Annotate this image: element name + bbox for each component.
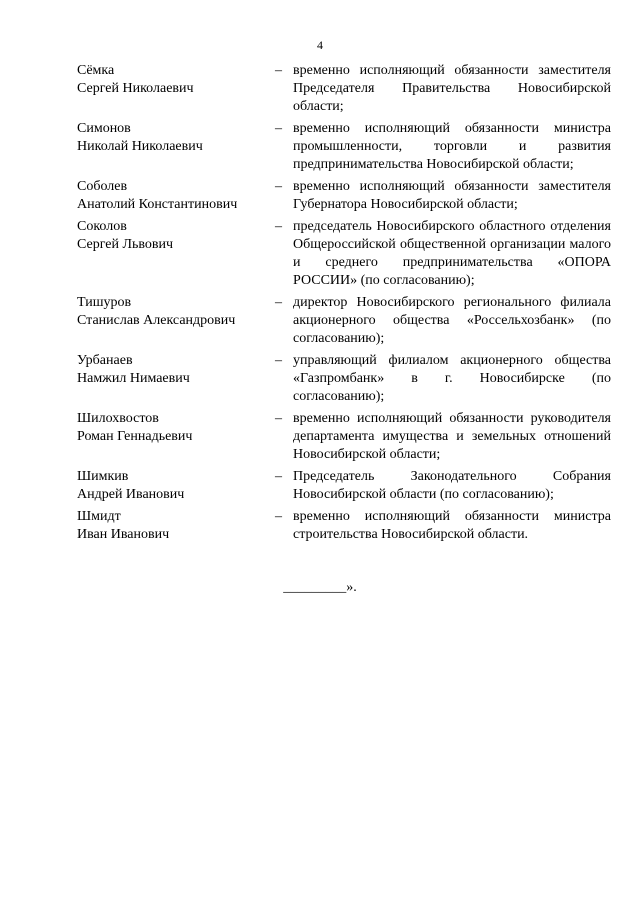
given-names: Андрей Иванович: [77, 487, 185, 502]
position-description: временно исполняющий обязанности заместителя Губернатора Новосибирской области;: [293, 179, 611, 212]
dash-separator: –: [275, 509, 282, 524]
dash-separator: –: [275, 121, 282, 136]
person-name: [77, 120, 275, 174]
list-item: [77, 62, 611, 116]
position-description: временно исполняющий обязанности руководителя департамента имущества и земельных отношений Новосибирской области;: [293, 411, 611, 462]
dash-separator: –: [275, 219, 282, 234]
person-name: [77, 468, 275, 504]
surname: Симонов: [77, 121, 131, 136]
dash-separator: –: [275, 63, 282, 78]
position-description: директор Новосибирского регионального филиала акционерного общества «Россельхозбанк» (по согласованию);: [293, 295, 611, 346]
given-names: Сергей Николаевич: [77, 81, 194, 96]
person-name: [77, 508, 275, 544]
given-names: Иван Иванович: [77, 527, 170, 542]
surname: Тишуров: [77, 295, 132, 310]
surname: Шимкив: [77, 469, 129, 484]
person-name: [77, 178, 275, 214]
position-description: председатель Новосибирского областного отделения Общероссийской общественной организации малого и среднего предпринимательства «ОПОРА РОССИИ» (по согласованию);: [293, 219, 611, 288]
given-names: Анатолий Константинович: [77, 197, 238, 212]
dash-separator: –: [275, 411, 282, 426]
list-item: [77, 178, 611, 214]
position-description: Председатель Законодательного Собрания Новосибирской области (по согласованию);: [293, 469, 611, 502]
surname: Шмидт: [77, 509, 121, 524]
given-names: Сергей Львович: [77, 237, 174, 252]
given-names: Роман Геннадьевич: [77, 429, 193, 444]
position-description: временно исполняющий обязанности заместителя Председателя Правительства Новосибирской области;: [293, 63, 611, 114]
person-name: [77, 218, 275, 290]
list-item: [77, 120, 611, 174]
dash-separator: –: [275, 295, 282, 310]
closing-mark: _________».: [283, 580, 357, 595]
position-description: управляющий филиалом акционерного общества «Газпромбанк» в г. Новосибирске (по согласованию);: [293, 353, 611, 404]
list-item: [77, 410, 611, 464]
person-name: [77, 352, 275, 406]
dash-separator: –: [275, 469, 282, 484]
member-list: [77, 62, 611, 548]
surname: Соболев: [77, 179, 128, 194]
surname: Шилохвостов: [77, 411, 159, 426]
position-description: временно исполняющий обязанности министра промышленности, торговли и развития предпринимательства Новосибирской области;: [293, 121, 611, 172]
surname: Соколов: [77, 219, 127, 234]
person-name: [77, 410, 275, 464]
person-name: [77, 62, 275, 116]
person-name: [77, 294, 275, 348]
given-names: Николай Николаевич: [77, 139, 203, 154]
list-item: [77, 218, 611, 290]
list-item: [77, 294, 611, 348]
dash-separator: –: [275, 179, 282, 194]
given-names: Намжил Нимаевич: [77, 371, 190, 386]
list-item: [77, 468, 611, 504]
given-names: Станислав Александрович: [77, 313, 236, 328]
position-description: временно исполняющий обязанности министра строительства Новосибирской области.: [293, 509, 611, 542]
page-number: 4: [317, 38, 323, 52]
surname: Сёмка: [77, 63, 115, 78]
dash-separator: –: [275, 353, 282, 368]
list-item: [77, 508, 611, 544]
list-item: [77, 352, 611, 406]
surname: Урбанаев: [77, 353, 133, 368]
